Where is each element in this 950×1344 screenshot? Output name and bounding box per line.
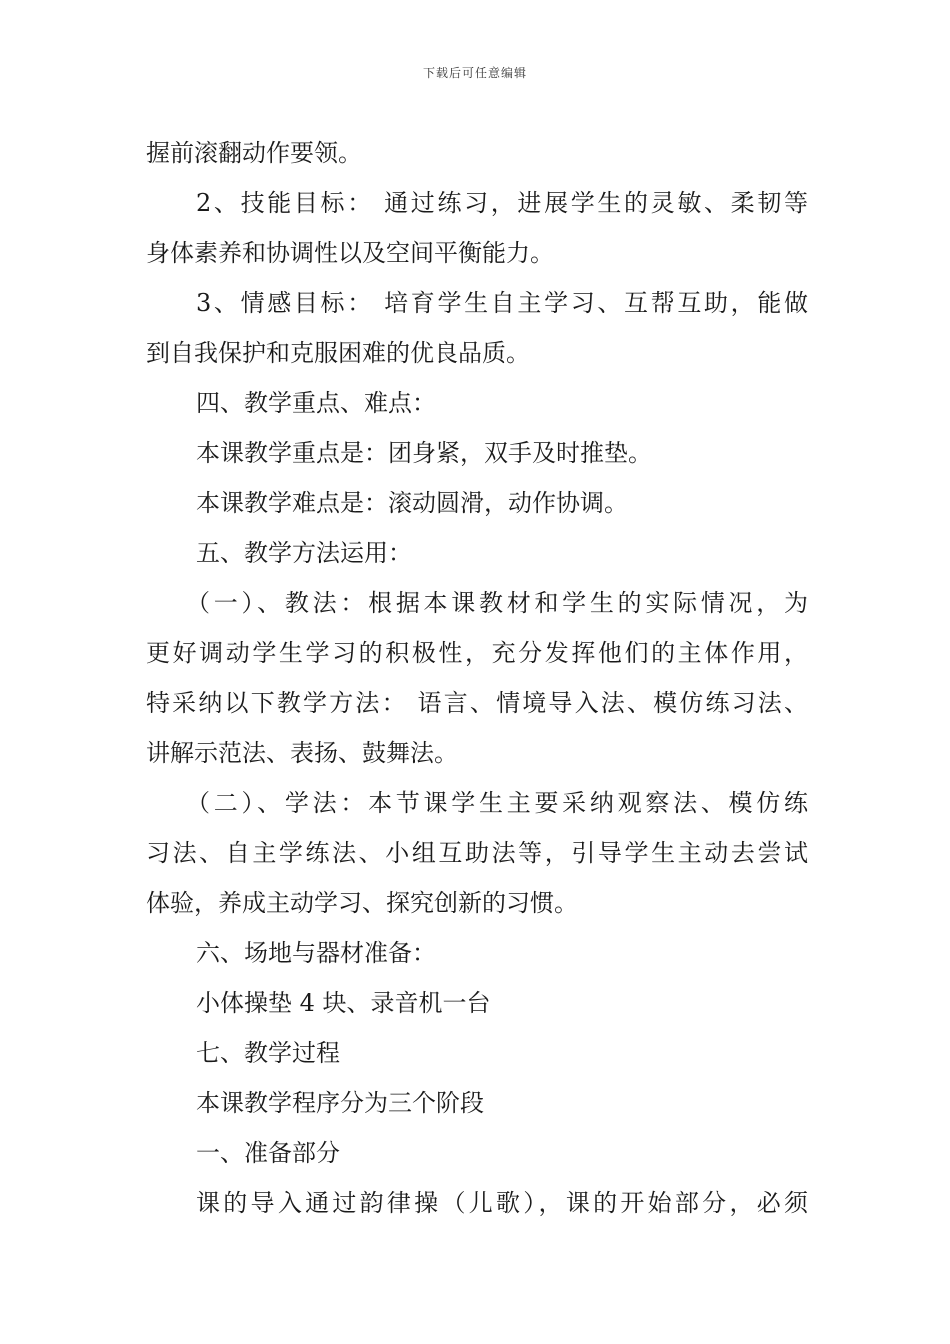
page-header: 下载后可任意编辑 [422,66,527,80]
section-heading: 一、准备部分 [196,1139,340,1167]
text-line: （一）、教法：根据本课教材和学生的实际情况，为 [186,589,808,617]
body-text [146,128,808,1228]
text-line: 本课教学重点是：团身紧，双手及时推垫。 [196,439,652,467]
section-heading: 五、教学方法运用： [196,539,412,567]
text-line: 特采纳以下教学方法： 语言、情境导入法、模仿练习法、 [146,689,808,717]
text-line: 更好调动学生学习的积极性，充分发挥他们的主体作用， [146,639,808,667]
text-line: 身体素养和协调性以及空间平衡能力。 [146,239,554,267]
text-line: 小体操垫 4 块、录音机一台 [196,989,491,1017]
section-heading: 六、场地与器材准备： [196,939,436,967]
text-line: 本课教学难点是：滚动圆滑，动作协调。 [196,489,628,517]
text-line: 讲解示范法、表扬、鼓舞法。 [146,739,458,767]
text-line: 握前滚翻动作要领。 [146,139,362,167]
text-line: 3、情感目标： 培育学生自主学习、互帮互助，能做 [196,289,808,317]
section-heading: 四、教学重点、难点： [196,389,436,417]
text-line: 2、技能目标： 通过练习，进展学生的灵敏、柔韧等 [196,189,808,217]
text-line: 习法、自主学练法、小组互助法等，引导学生主动去尝试 [146,839,808,867]
text-line: 课的导入通过韵律操（儿歌），课的开始部分，必须 [196,1189,808,1217]
section-heading: 七、教学过程 [196,1039,340,1067]
text-line: （二）、学法：本节课学生主要采纳观察法、模仿练 [186,789,808,817]
text-line: 到自我保护和克服困难的优良品质。 [146,339,530,367]
text-line: 体验，养成主动学习、探究创新的习惯。 [146,889,578,917]
text-line: 本课教学程序分为三个阶段 [196,1089,484,1117]
